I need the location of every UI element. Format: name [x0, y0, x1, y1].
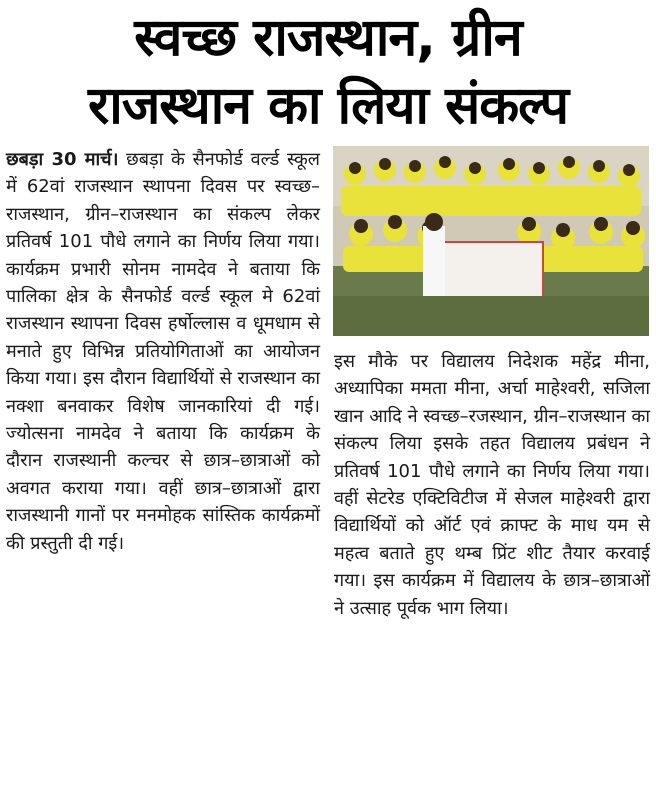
article-paragraph-left [6, 146, 320, 557]
article-column-right [334, 348, 650, 622]
headline-line-1: स्वच्छ राजस्थान, ग्रीन [134, 8, 522, 68]
dateline: छबड़ा 30 मार्च। [6, 149, 119, 170]
group-photo-icon [333, 146, 649, 336]
article-column-left [6, 146, 320, 557]
news-photo [333, 146, 649, 336]
article-body-right: इस मौके पर विद्यालय निदेशक महेंद्र मीना, अध्यापिका ममता मीना, अर्चा माहेश्वरी, सजिला खान आदि ने स्वच्छ–रजस्थान, ग्रीन–राजस्थान का संकल्प लिया इसके तहत विद्यालय प्रबंधन ने प्रतिवर्ष 101 पौधे लगाने का निर्णय लिया गया। वहीं सेटरेड एक्टिविटीज में सेजल माहेश्वरी द्वारा विद्यार्थियों को ऑर्ट एवं क्राफ्ट के माध यम से महत्व बताते हुए थम्ब प्रिंट शीट तैयार करवाई गया। इस कार्यक्रम में विद्यालय के छात्र–छात्राओं ने उत्साह पूर्वक भाग लिया। [334, 351, 650, 619]
headline [0, 4, 656, 140]
headline-line-2: राजस्थान का लिया संकल्प [87, 76, 569, 136]
article-body-left: छबड़ा के सैनफोर्ड वर्ल्ड स्कूल में 62वां राजस्थान स्थापना दिवस पर स्वच्छ–राजस्थान, ग्रीन–राजस्थान का संकल्प लेकर प्रतिवर्ष 101 पौधे लगाने का निर्णय लिया गया। कार्यक्रम प्रभारी सोनम नामदेव ने बताया कि पालिका क्षेत्र के सैनफोर्ड वर्ल्ड स्कूल मे 62वां राजस्थान स्थापना दिवस हर्षोल्लास व धूमधाम से मनाते हुए विभिन्न प्रतियोगिताओं का आयोजन किया गया। इस दौरान विद्यार्थियों से राजस्थान का नक्शा बनवाकर विशेष जानकारियां दी गई। ज्योत्सना नामदेव ने बताया कि कार्यक्रम के दौरान राजस्थानी कल्चर से छात्र–छात्राओं को अवगत कराया गया। वहीं छात्र–छात्राओं द्वारा राजस्थानी गानों पर मनमोहक सांस्तिक कार्यक्रमों की प्रस्तुती दी गई। [6, 149, 320, 554]
